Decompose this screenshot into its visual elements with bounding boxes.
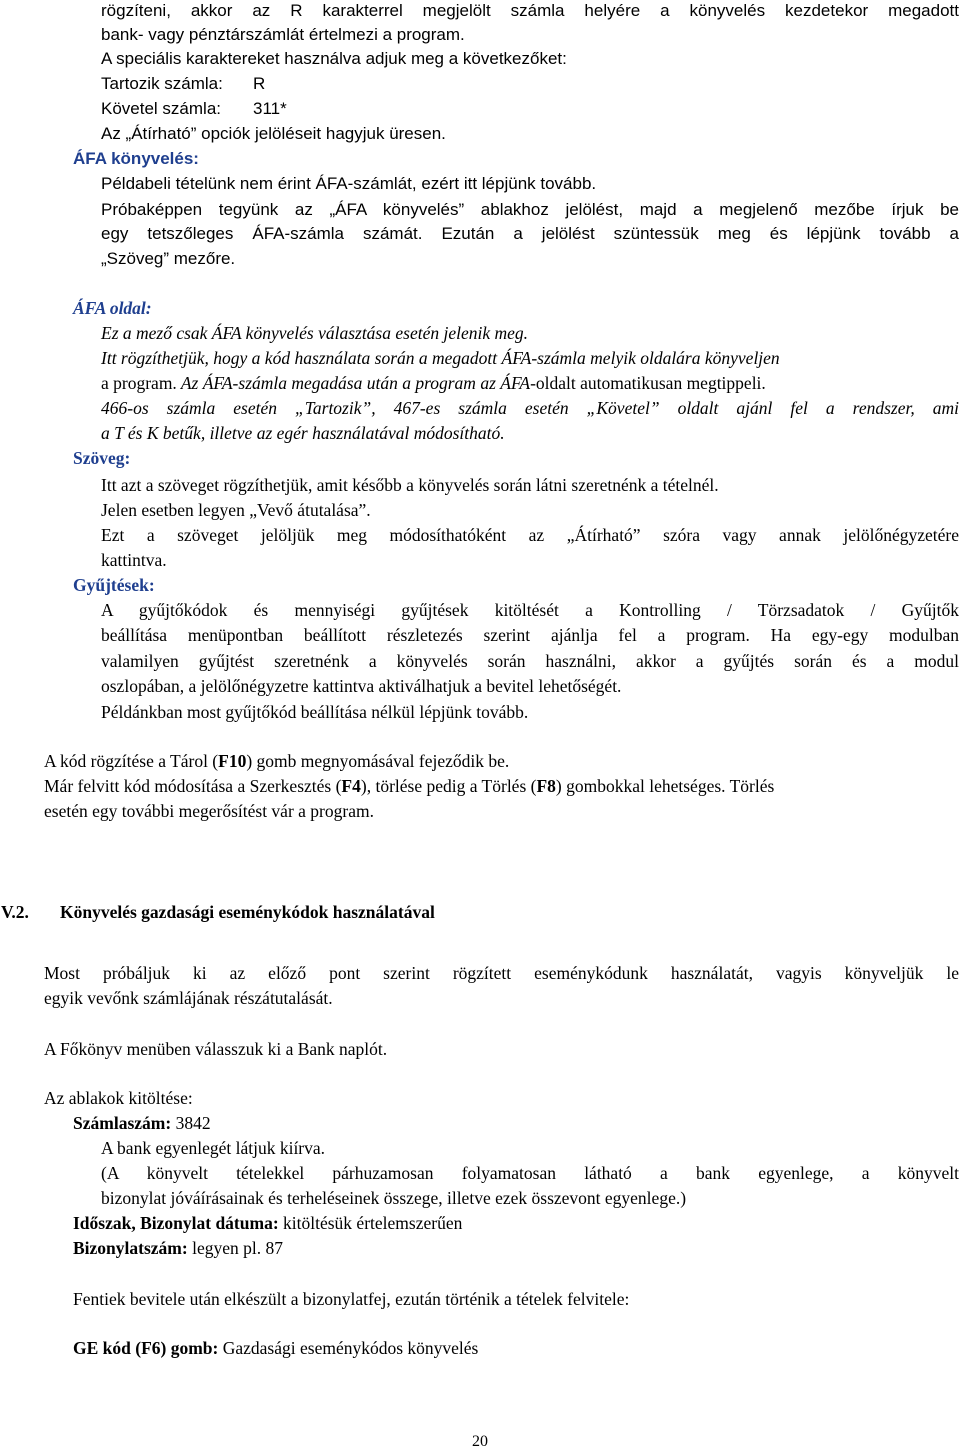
text-line: A gyűjtőkódok és mennyiségi gyűjtések kitöltését a Kontrolling / Törzsadatok / Gyűjtők bbox=[101, 600, 959, 620]
kovetel-label: Követel számla: bbox=[101, 99, 221, 118]
bizonylatszam-label: Bizonylatszám: bbox=[73, 1238, 188, 1258]
text-fragment: A kód rögzítése a Tárol ( bbox=[44, 751, 219, 771]
section-number: V.2. bbox=[1, 902, 29, 922]
text-fragment: ), törlése pedig a Törlés ( bbox=[360, 776, 537, 796]
text-line: oszlopában, a jelölőnégyzetre kattintva aktiválhatjuk a bevitel lehetőségét. bbox=[101, 676, 622, 696]
text-fragment: ) gomb megnyomásával fejeződik be. bbox=[246, 751, 510, 771]
text-line: Ez a mező csak ÁFA könyvelés választása esetén jelenik meg. bbox=[101, 323, 529, 343]
text-line: „Szöveg” mezőre. bbox=[101, 249, 236, 268]
text-line bbox=[44, 750, 509, 772]
szamlaszam-value: 3842 bbox=[171, 1113, 211, 1133]
text-line: A bank egyenlegét látjuk kiírva. bbox=[101, 1138, 326, 1158]
text-fragment: a program. bbox=[101, 373, 177, 393]
afa-oldal-heading: ÁFA oldal: bbox=[73, 298, 152, 318]
text-line: Jelen esetben legyen „Vevő átutalása”. bbox=[101, 500, 371, 520]
text-line: Itt azt a szöveget rögzíthetjük, amit később a könyvelés során látni szeretnénk a tételnél. bbox=[101, 475, 719, 495]
text-line: beállítása menüpontban beállított részletezés szerint ajánlja fel a program. Ha egy-egy modulban bbox=[101, 625, 959, 645]
text-line: 466-os számla esetén „Tartozik”, 467-es számla esetén „Követel” oldalt ajánl fel a rendszer, ami bbox=[101, 398, 959, 418]
afa-konyveles-heading: ÁFA könyvelés: bbox=[73, 149, 199, 168]
section-title: Könyvelés gazdasági eseménykódok használatával bbox=[60, 902, 435, 922]
text-line: esetén egy további megerősítést vár a program. bbox=[44, 801, 374, 821]
gyujtesek-heading: Gyűjtések: bbox=[73, 575, 155, 595]
text-fragment: Az ÁFA-számla megadása után a program az ÁFA bbox=[176, 373, 531, 393]
text-line: bank- vagy pénztárszámlát értelmezi a program. bbox=[101, 25, 465, 44]
text-line: kattintva. bbox=[101, 550, 167, 570]
text-line bbox=[101, 372, 766, 394]
text-line: bizonylat jóváírásainak és terheléseinek összege, illetve ezek összevont egyenlege.) bbox=[101, 1188, 687, 1208]
key-f8: F8 bbox=[536, 776, 556, 796]
text-line bbox=[44, 775, 774, 797]
ge-kod-label: GE kód (F6) gomb: bbox=[73, 1338, 219, 1358]
text-fragment: -oldalt automatikusan megtippeli. bbox=[530, 373, 766, 393]
bizonylatszam-line bbox=[73, 1237, 283, 1259]
text-line: A Főkönyv menüben válasszuk ki a Bank naplót. bbox=[44, 1039, 388, 1059]
text-line: (A könyvelt tételekkel párhuzamosan folyamatosan látható a bank egyenlege, a könyvelt bbox=[101, 1163, 959, 1183]
text-line: Példabeli tételünk nem érint ÁFA-számlát, ezért itt lépjünk tovább. bbox=[101, 174, 597, 193]
text-line: Itt rögzíthetjük, hogy a kód használata során a megadott ÁFA-számla melyik oldalára könyveljen bbox=[101, 348, 780, 368]
idoszak-value: kitöltésük értelemszerűen bbox=[278, 1213, 463, 1233]
text-line: A speciális karaktereket használva adjuk meg a következőket: bbox=[101, 49, 567, 68]
text-fragment: ) gombokkal lehetséges. Törlés bbox=[555, 776, 775, 796]
text-line: egyik vevőnk számlájának részátutalását. bbox=[44, 988, 333, 1008]
text-line: Próbaképpen tegyünk az „ÁFA könyvelés” ablakhoz jelölést, majd a megjelenő mezőbe írjuk be bbox=[101, 200, 959, 219]
text-line: Az „Átírható” opciók jelöléseit hagyjuk üresen. bbox=[101, 124, 446, 143]
text-line: a T és K betűk, illetve az egér használatával módosítható. bbox=[101, 423, 505, 443]
tartozik-value: R bbox=[253, 74, 266, 93]
kovetel-value: 311* bbox=[253, 99, 287, 118]
text-fragment: Már felvitt kód módosítása a Szerkesztés ( bbox=[44, 776, 342, 796]
text-line: Példánkban most gyűjtőkód beállítása nélkül lépjünk tovább. bbox=[101, 702, 529, 722]
text-line: Fentiek bevitele után elkészült a bizonylatfej, ezután történik a tételek felvitele: bbox=[73, 1289, 630, 1309]
text-line: Most próbáljuk ki az előző pont szerint rögzített eseménykódunk használatát, vagyis könyveljük le bbox=[44, 963, 959, 983]
szamlaszam-label: Számlaszám: bbox=[73, 1113, 172, 1133]
szamlaszam-line bbox=[73, 1112, 211, 1134]
ge-kod-line bbox=[73, 1337, 478, 1359]
text-line: egy tetszőleges ÁFA-számla számát. Ezután a jelölést szüntessük meg és lépjünk tovább a bbox=[101, 224, 959, 243]
page-number: 20 bbox=[472, 1433, 488, 1450]
text-line: Ezt a szöveget jelöljük meg módosíthatóként az „Átírható” szóra vagy annak jelölőnégyzetére bbox=[101, 525, 959, 545]
ge-kod-value: Gazdasági eseménykódos könyvelés bbox=[218, 1338, 479, 1358]
text-line: Az ablakok kitöltése: bbox=[44, 1088, 193, 1108]
bizonylatszam-value: legyen pl. 87 bbox=[187, 1238, 283, 1258]
idoszak-line bbox=[73, 1212, 462, 1234]
szoveg-heading: Szöveg: bbox=[73, 448, 131, 468]
tartozik-label: Tartozik számla: bbox=[101, 74, 223, 93]
text-line: rögzíteni, akkor az R karakterrel megjelölt számla helyére a könyvelés kezdetekor megadott bbox=[101, 1, 959, 20]
idoszak-label: Időszak, Bizonylat dátuma: bbox=[73, 1213, 279, 1233]
key-f4: F4 bbox=[341, 776, 361, 796]
key-f10: F10 bbox=[218, 751, 247, 771]
text-line: valamilyen gyűjtést szeretnénk a könyvelés során használni, akkor a gyűjtés során és a modul bbox=[101, 651, 959, 671]
